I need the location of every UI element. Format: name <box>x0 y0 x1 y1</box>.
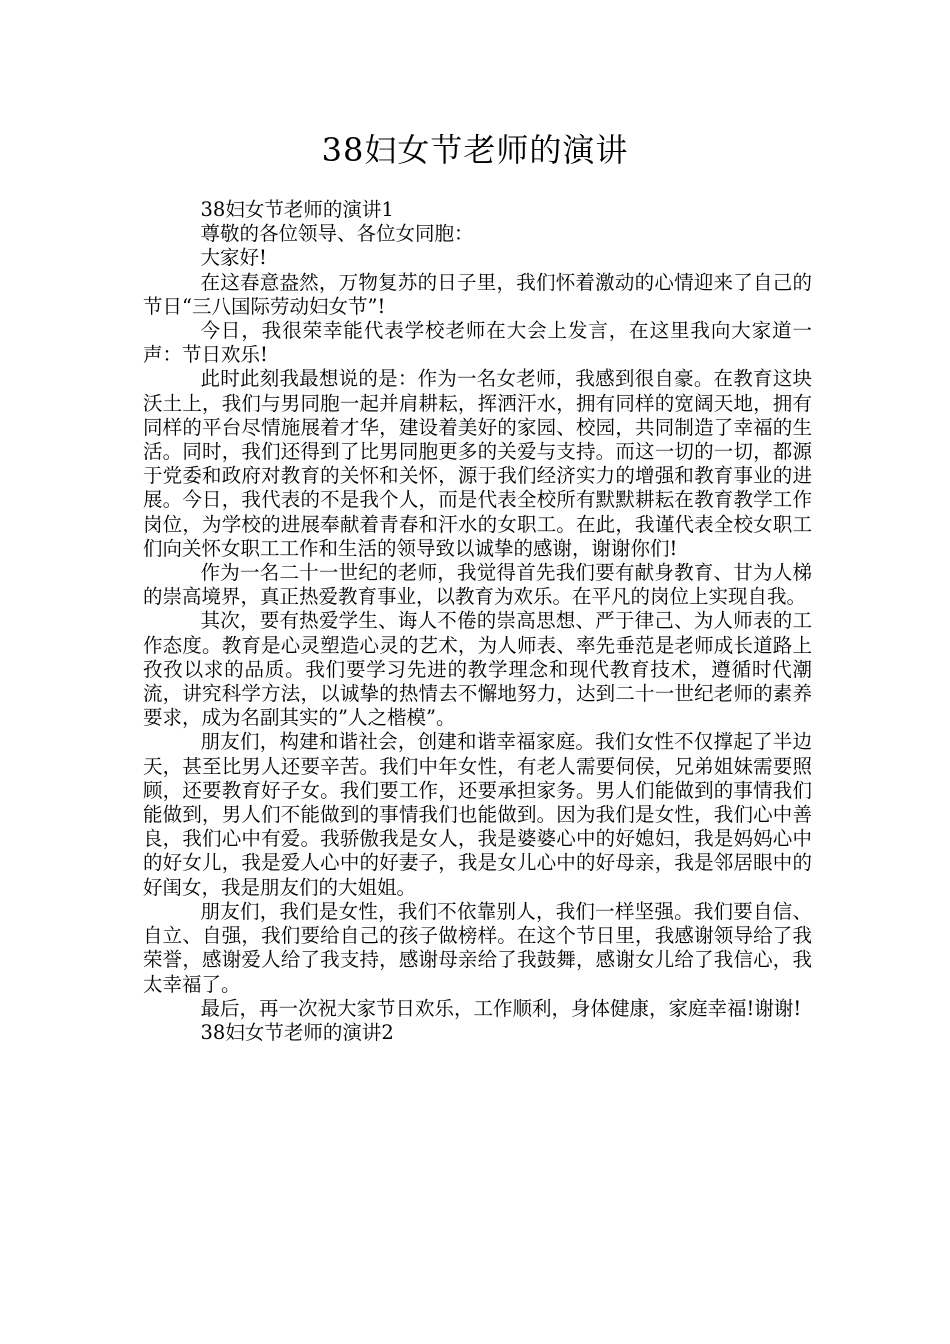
section-heading-2: 38妇女节老师的演讲2 <box>200 1020 394 1044</box>
salutation: 尊敬的各位领导、各位女同胞： <box>200 222 474 246</box>
paragraph: 今日，我很荣幸能代表学校老师在大会上发言，在这里我向大家道一声：节日欢乐! <box>143 319 812 367</box>
paragraph: 在这春意盎然，万物复苏的日子里，我们怀着激动的心情迎来了自己的节日“三八国际劳动妇女节”! <box>143 270 812 318</box>
paragraph: 朋友们，我们是女性，我们不依靠别人，我们一样坚强。我们要自信、自立、自强，我们要给自己的孩子做榜样。在这个节日里，我感谢领导给了我荣誉，感谢爱人给了我支持，感谢母亲给了我鼓舞，感谢女儿给了我信心，我太幸福了。 <box>143 899 812 996</box>
paragraph: 作为一名二十一世纪的老师，我觉得首先我们要有献身教育、甘为人梯的崇高境界，真正热爱教育事业，以教育为欢乐。在平凡的岗位上实现自我。 <box>143 561 812 609</box>
section-heading-1: 38妇女节老师的演讲1 <box>200 198 394 221</box>
paragraph: 此时此刻我最想说的是：作为一名女老师，我感到很自豪。在教育这块沃土上，我们与男同胞一起并肩耕耘，挥洒汗水，拥有同样的宽阔天地，拥有同样的平台尽情施展着才华，建设着美好的家园、校园，共同制造了幸福的生活。同时，我们还得到了比男同胞更多的关爱与支持。而这一切的一切，都源于党委和政府对教育的关怀和关怀，源于我们经济实力的增强和教育事业的进展。今日，我代表的不是我个人，而是代表全校所有默默耕耘在教育教学工作岗位，为学校的进展奉献着青春和汗水的女职工。在此，我谨代表全校女职工们向关怀女职工工作和生活的领导致以诚挚的感谢，谢谢你们! <box>143 367 812 560</box>
closing-paragraph: 最后，再一次祝大家节日欢乐，工作顺利，身体健康，家庭幸福!谢谢! <box>200 996 802 1020</box>
greeting: 大家好! <box>200 246 267 270</box>
document-body <box>143 198 812 1045</box>
paragraph: 朋友们，构建和谐社会，创建和谐幸福家庭。我们女性不仅撑起了半边天，甚至比男人还要辛苦。我们中年女性，有老人需要伺侯，兄弟姐妹需要照顾，还要教育好子女。我们要工作，还要承担家务。男人们能做到的事情我们能做到，男人们不能做到的事情我们也能做到。因为我们是女性，我们心中善良，我们心中有爱。我骄傲我是女人，我是婆婆心中的好媳妇，我是妈妈心中的好女儿，我是爱人心中的好妻子，我是女儿心中的好母亲，我是邻居眼中的好闺女，我是朋友们的大姐姐。 <box>143 730 812 899</box>
document-title: 38妇女节老师的演讲 <box>321 131 629 169</box>
paragraph: 其次，要有热爱学生、诲人不倦的崇高思想、严于律己、为人师表的工作态度。教育是心灵塑造心灵的艺术，为人师表、率先垂范是老师成长道路上孜孜以求的品质。我们要学习先进的教学理念和现代教育技术，遵循时代潮流，讲究科学方法，以诚挚的热情去不懈地努力，达到二十一世纪老师的素养要求，成为名副其实的”人之楷模”。 <box>143 609 812 730</box>
